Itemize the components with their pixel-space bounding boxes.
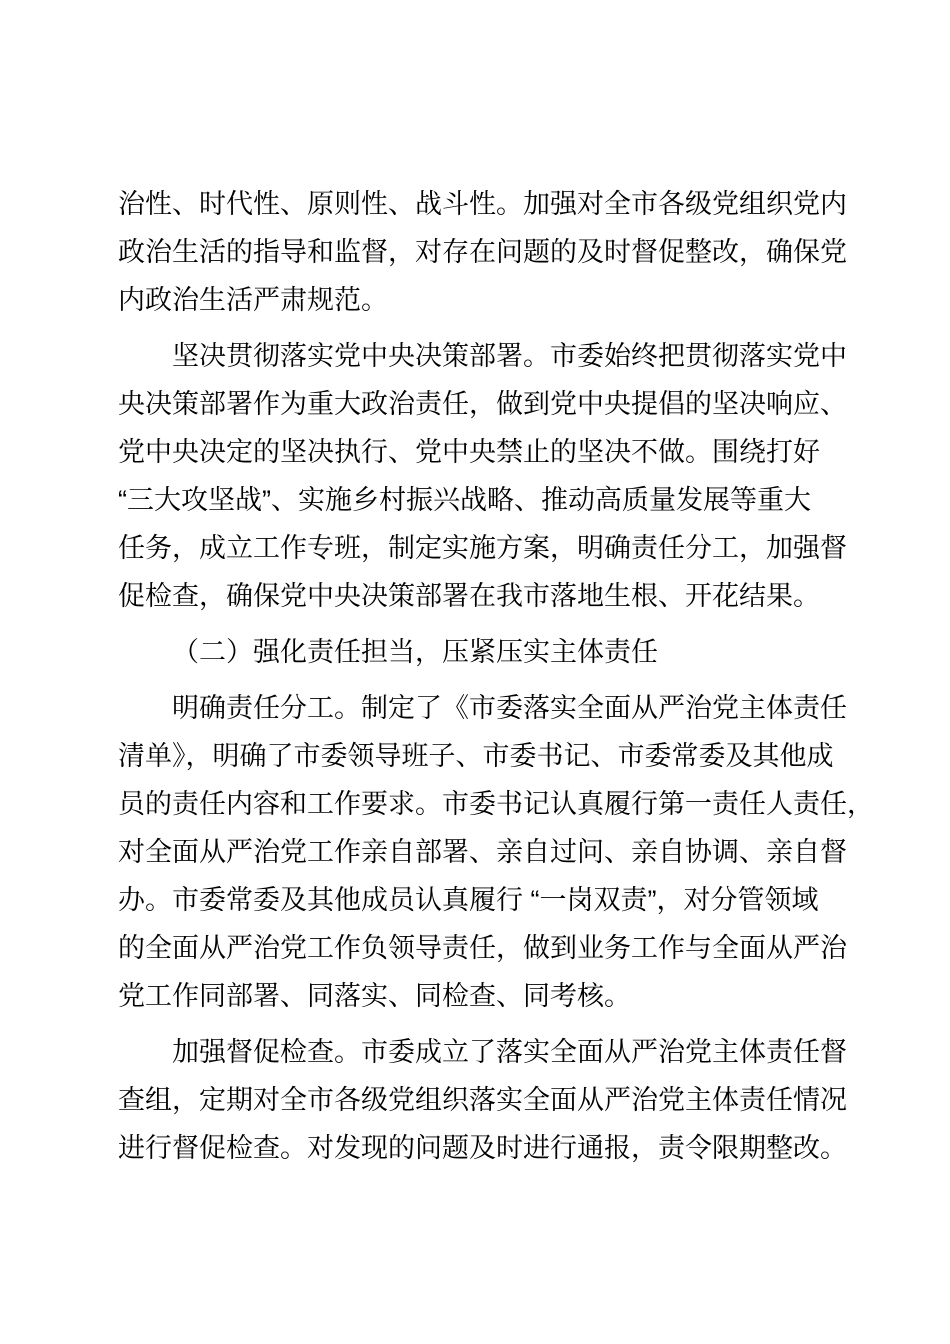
text-line: 的全面从严治党工作负领导责任，做到业务工作与全面从严治 [118,933,847,963]
text-line: 坚决贯彻落实党中央决策部署。市委始终把贯彻落实党中 [172,341,847,371]
text-line: 治性、时代性、原则性、战斗性。加强对全市各级党组织党内 [118,189,847,219]
text-line: 加强督促检查。市委成立了落实全面从严治党主体责任督 [172,1037,847,1067]
section-heading-2 [118,628,848,676]
text-line: 促检查，确保党中央决策部署在我市落地生根、开花结果。 [118,581,820,611]
paragraph-central-decisions [118,332,848,620]
text-line: 任务，成立工作专班，制定实施方案，明确责任分工，加强督 [118,533,847,563]
text-line: 内政治生活严肃规范。 [118,285,388,315]
text-line: 明确责任分工。制定了《市委落实全面从严治党主体责任 [172,693,847,723]
paragraph-supervision-checks [118,1028,848,1172]
text-line: 党中央决定的坚决执行、党中央禁止的坚决不做。围绕打好 [118,437,820,467]
text-line: 查组，定期对全市各级党组织落实全面从严治党主体责任情况 [118,1085,847,1115]
paragraph-responsibility-division [118,684,874,1020]
section-heading-line: （二）强化责任担当，压紧压实主体责任 [172,637,658,667]
document-text-body [118,180,874,1172]
text-line: 党工作同部署、同落实、同检查、同考核。 [118,981,631,1011]
text-line: “三大攻坚战”、实施乡村振兴战略、推动高质量发展等重大 [118,485,811,515]
text-line: 央决策部署作为重大政治责任，做到党中央提倡的坚决响应、 [118,389,847,419]
text-line: 办。市委常委及其他成员认真履行 “一岗双责”，对分管领域 [118,885,819,915]
text-line: 员的责任内容和工作要求。市委书记认真履行第一责任人责任， [118,789,874,819]
text-line: 进行督促检查。对发现的问题及时进行通报，责令限期整改。 [118,1133,847,1163]
paragraph-continuation [118,180,848,324]
text-line: 清单》，明确了市委领导班子、市委书记、市委常委及其他成 [118,741,834,771]
text-line: 对全面从严治党工作亲自部署、亲自过问、亲自协调、亲自督 [118,837,847,867]
text-line: 政治生活的指导和监督，对存在问题的及时督促整改，确保党 [118,237,847,267]
